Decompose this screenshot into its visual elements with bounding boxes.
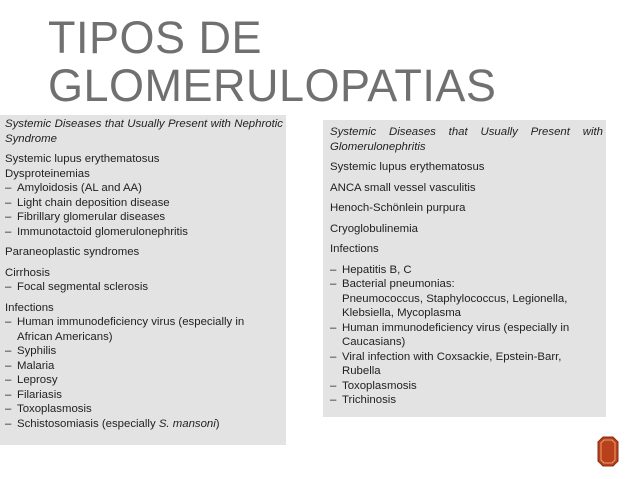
list-item: Systemic lupus erythematosus [330,161,485,173]
list-subitem-continuation: Caucasians) [342,336,406,348]
list-subitem: – Syphilis [5,345,57,357]
dash-bullet: – [5,316,12,328]
list-subitem: – Malaria [5,359,55,372]
dash-bullet: – [5,374,12,386]
list-subitem: – Immunotactoid glomerulonephritis [5,225,188,238]
list-item: Paraneoplastic syndromes [5,246,140,258]
list-subitem: – Light chain deposition disease [5,196,170,209]
list-subitem: – Toxoplasmosis [5,403,92,415]
list-subitem: – Bacterial pneumonias: [330,278,455,290]
dash-bullet: – [5,182,12,194]
slide-title [48,14,496,110]
list-subitem: – Toxoplasmosis [330,379,417,392]
cirrhosis-group [5,266,286,295]
list-subitem: – Amyloidosis (AL and AA) [5,182,142,194]
dash-bullet: – [5,417,12,430]
dash-bullet: – [330,263,337,276]
list-item: Infections [330,243,379,255]
dash-bullet: – [330,350,337,363]
list-subitem: – Trichinosis [330,394,397,406]
dash-bullet: – [5,196,12,209]
dash-bullet: – [5,211,12,223]
list-subitem: – Schistosomiasis (especially S. mansoni) [5,417,220,430]
list-subitem: – Focal segmental sclerosis [5,281,149,293]
dash-bullet: – [5,359,12,372]
list-item: Infections [5,301,54,314]
list-subitem: – Leprosy [5,374,58,386]
dash-bullet: – [5,388,12,401]
list-subitem: – Human immunodeficiency virus (especially in [330,321,570,334]
dash-bullet: – [330,394,337,406]
list-subitem: – Fibrillary glomerular diseases [5,211,166,223]
list-subitem-continuation: Klebsiella, Mycoplasma [342,307,462,319]
slide-title-line-2: GLOMERULOPATIAS [48,60,497,111]
species-name: S. mansoni [158,417,216,430]
list-subitem-continuation: Rubella [342,365,381,377]
red-octagon-emblem-icon [597,436,619,467]
infections-group [5,301,286,432]
dash-bullet: – [330,321,337,334]
dash-bullet: – [5,225,12,238]
nephrotic-panel-header: Systemic Diseases that Usually Present with Nephrotic Syndrome [5,118,283,145]
dash-bullet: – [5,403,12,415]
sle-group [5,152,286,239]
paraneoplastic-group [5,245,286,260]
list-item: Cirrhosis [5,266,50,279]
infections-sublist [330,263,606,408]
list-subitem: – Filariasis [5,388,62,401]
list-subitem: – Human immunodeficiency virus (especially in [5,316,245,328]
list-item: Dysproteinemias [5,167,90,180]
dash-bullet: – [330,379,337,392]
dash-bullet: – [330,278,337,290]
list-item: ANCA small vessel vasculitis [330,181,476,194]
nephrotic-syndrome-panel [0,115,286,445]
list-subitem: – Viral infection with Coxsackie, Epstein-Barr, [330,350,562,363]
slide-title-line-1: TIPOS DE [48,12,263,63]
glomerulonephritis-panel [323,120,606,417]
list-subitem: – Hepatitis B, C [330,263,412,276]
list-item: Henoch-Schönlein purpura [330,202,466,214]
glomerulonephritis-panel-header: Systemic Diseases that Usually Present with Glomerulonephritis [330,126,603,153]
list-subitem-continuation: Pneumococcus, Staphylococcus, Legionella, [342,292,568,305]
dash-bullet: – [5,345,12,357]
list-item: Cryoglobulinemia [330,222,419,235]
list-item: Systemic lupus erythematosus [5,153,160,165]
dash-bullet: – [5,281,12,293]
list-subitem-continuation: African Americans) [17,330,113,343]
